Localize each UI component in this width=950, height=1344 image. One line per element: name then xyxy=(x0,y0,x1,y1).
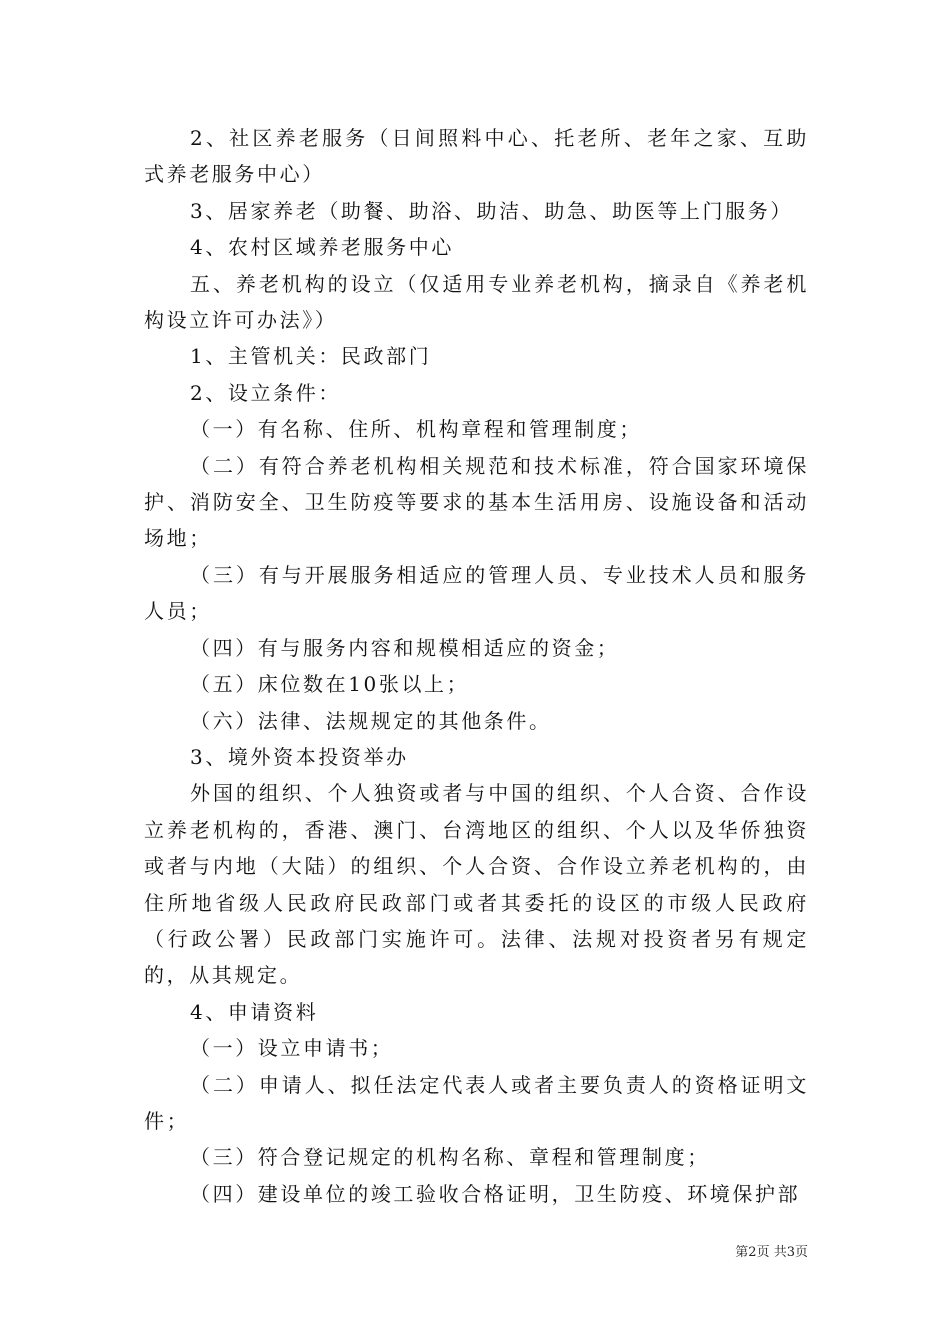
paragraph-rural-center: 4、农村区域养老服务中心 xyxy=(190,235,454,260)
condition-item-5: （五）床位数在10张以上； xyxy=(190,672,470,697)
condition-item-6: （六）法律、法规规定的其他条件。 xyxy=(190,708,552,733)
condition-item-1: （一）有名称、住所、机构章程和管理制度； xyxy=(190,417,642,442)
application-item-3: （三）符合登记规定的机构名称、章程和管理制度； xyxy=(190,1145,710,1170)
condition-item-3: （三）有与开展服务相适应的管理人员、专业技术人员和服务人员； xyxy=(144,562,809,624)
section-heading-establishment: 五、养老机构的设立（仅适用专业养老机构，摘录自《养老机构设立许可办法》） xyxy=(144,271,809,333)
paragraph-foreign-capital-heading: 3、境外资本投资举办 xyxy=(190,744,409,769)
paragraph-application-heading: 4、申请资料 xyxy=(190,999,319,1024)
page-label-prefix: 第 xyxy=(735,1245,749,1260)
page-label-middle: 页 共 xyxy=(756,1245,787,1260)
paragraph-community-care: 2、社区养老服务（日间照料中心、托老所、老年之家、互助式养老服务中心） xyxy=(144,126,809,187)
page-number-footer xyxy=(0,1244,808,1262)
paragraph-home-care: 3、居家养老（助餐、助浴、助洁、助急、助医等上门服务） xyxy=(190,198,793,223)
application-item-2: （二）申请人、拟任法定代表人或者主要负责人的资格证明文件； xyxy=(144,1072,809,1133)
total-page-count: 3 xyxy=(786,1245,795,1260)
application-item-1: （一）设立申请书； xyxy=(190,1036,394,1061)
condition-item-4: （四）有与服务内容和规模相适应的资金； xyxy=(190,635,620,660)
document-body xyxy=(144,120,809,1212)
paragraph-foreign-capital-body: 外国的组织、个人独资或者与中国的组织、个人合资、合作设立养老机构的，香港、澳门、台湾地区的组织、个人以及华侨独资或者与内地（大陆）的组织、个人合资、合作设立养老机构的，由住所地省级人民政府民政部门或者其委托的设区的市级人民政府（行政公署）民政部门实施许可。法律、法规对投资者另有规定的，从其规定。 xyxy=(144,781,809,988)
paragraph-conditions-heading: 2、设立条件： xyxy=(190,380,341,405)
current-page-number: 2 xyxy=(748,1245,757,1260)
paragraph-authority: 1、主管机关：民政部门 xyxy=(190,344,432,369)
application-item-4: （四）建设单位的竣工验收合格证明，卫生防疫、环境保护部 xyxy=(190,1181,801,1206)
condition-item-2: （二）有符合养老机构相关规范和技术标准，符合国家环境保护、消防安全、卫生防疫等要求的基本生活用房、设施设备和活动场地； xyxy=(144,453,809,551)
page-label-suffix: 页 xyxy=(794,1245,808,1260)
